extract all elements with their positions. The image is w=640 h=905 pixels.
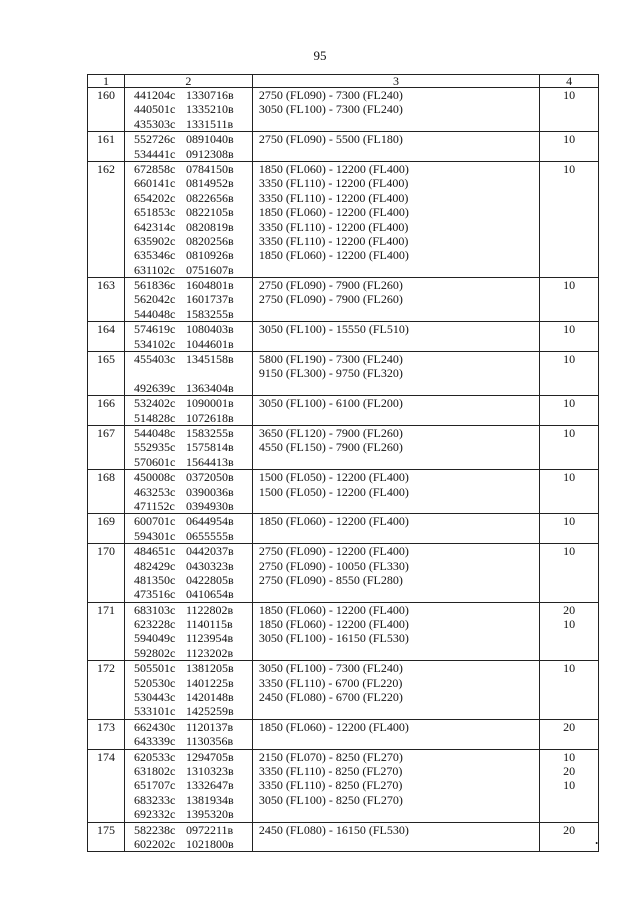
level-range: 3350 (FL110) - 6700 (FL220) xyxy=(258,675,403,690)
latitude: 683233с xyxy=(133,792,176,807)
latitude: 642314с xyxy=(133,219,176,234)
longitude: 1564413в xyxy=(185,454,234,469)
longitude: 1130356в xyxy=(185,734,234,749)
value-cell xyxy=(540,425,599,469)
value-cell xyxy=(540,396,599,426)
longitude: 1044601в xyxy=(185,336,234,351)
table-row xyxy=(88,322,599,352)
latitude: 552726с xyxy=(133,132,176,147)
coordinate-line xyxy=(128,88,249,102)
latitude: 635902с xyxy=(133,233,176,248)
row-number: 162 xyxy=(88,161,125,277)
row-number: 166 xyxy=(88,396,125,426)
longitude: 1420148в xyxy=(185,690,234,705)
longitude: 0644954в xyxy=(185,514,234,529)
table-row xyxy=(88,514,599,544)
latitude: 672858с xyxy=(133,161,176,176)
coordinate-line xyxy=(128,587,249,601)
coordinate-line xyxy=(128,778,249,792)
longitude: 0784150в xyxy=(185,161,234,176)
level-range: 2750 (FL090) - 7900 (FL260) xyxy=(258,278,403,293)
latitude: 692332с xyxy=(133,807,176,822)
longitude: 0751607в xyxy=(185,262,234,277)
levels-cell xyxy=(252,661,539,720)
coordinate-line xyxy=(128,292,249,306)
value: 10 xyxy=(563,322,576,337)
longitude: 1381934в xyxy=(185,792,234,807)
level-range: 1850 (FL060) - 12200 (FL400) xyxy=(258,602,409,617)
levels-cell xyxy=(252,396,539,426)
coordinate-line xyxy=(128,263,249,277)
table-row xyxy=(88,470,599,514)
latitude: 505501с xyxy=(133,661,176,676)
row-number: 170 xyxy=(88,544,125,603)
longitude: 0912308в xyxy=(185,146,234,161)
longitude: 1583255в xyxy=(185,425,234,440)
value: 10 xyxy=(563,425,576,440)
coordinate-line xyxy=(128,220,249,234)
latitude: 484651с xyxy=(133,544,176,559)
levels-cell xyxy=(252,719,539,749)
latitude: 561836с xyxy=(133,278,176,293)
coordinate-line xyxy=(128,661,249,675)
coordinate-line xyxy=(128,750,249,764)
latitude: 662430с xyxy=(133,719,176,734)
latitude: 600701с xyxy=(133,514,176,529)
longitude: 1575814в xyxy=(185,440,234,455)
table-row xyxy=(88,278,599,322)
level-range: 2750 (FL090) - 10050 (FL330) xyxy=(258,558,409,573)
coordinate-line xyxy=(128,352,249,366)
latitude: 562042с xyxy=(133,292,176,307)
longitude: 1401225в xyxy=(185,675,234,690)
longitude: 1123954в xyxy=(185,631,234,646)
value-cell xyxy=(540,88,599,132)
latitude: 441204с xyxy=(133,88,176,102)
longitude: 1425259в xyxy=(185,704,234,719)
longitude: 1120137в xyxy=(185,719,234,734)
coordinates-cell xyxy=(124,544,252,603)
longitude: 1601737в xyxy=(185,292,234,307)
longitude: 1330716в xyxy=(185,88,234,102)
coordinate-line xyxy=(128,704,249,718)
latitude: 530443с xyxy=(133,690,176,705)
longitude: 1080403в xyxy=(185,322,234,337)
longitude: 1123202в xyxy=(185,645,234,660)
coordinate-line xyxy=(128,307,249,321)
level-range: 3650 (FL120) - 7900 (FL260) xyxy=(258,425,403,440)
coordinates-cell xyxy=(124,322,252,352)
level-range: 3050 (FL100) - 15550 (FL510) xyxy=(258,322,409,337)
level-range: 3350 (FL110) - 12200 (FL400) xyxy=(258,190,409,205)
coordinate-line xyxy=(128,603,249,617)
level-range: 3350 (FL110) - 8250 (FL270) xyxy=(258,778,403,793)
row-number: 175 xyxy=(88,822,125,852)
coordinate-line xyxy=(128,617,249,631)
value: 10 xyxy=(563,88,576,102)
longitude: 0390036в xyxy=(185,484,234,499)
latitude: 440501с xyxy=(133,102,176,117)
value-cell xyxy=(540,661,599,720)
latitude: 594301с xyxy=(133,528,176,543)
level-range: 1850 (FL060) - 12200 (FL400) xyxy=(258,514,409,529)
latitude: 654202с xyxy=(133,190,176,205)
longitude: 1140115в xyxy=(185,617,233,632)
levels-cell xyxy=(252,425,539,469)
value-cell xyxy=(540,719,599,749)
value: 10 xyxy=(563,514,576,529)
row-number: 171 xyxy=(88,602,125,661)
coordinates-cell xyxy=(124,425,252,469)
table-row xyxy=(88,396,599,426)
coordinate-line xyxy=(128,147,249,161)
coordinate-line xyxy=(128,720,249,734)
coordinates-cell xyxy=(124,822,252,852)
value: 10 xyxy=(563,132,576,147)
level-range: 1850 (FL060) - 12200 (FL400) xyxy=(258,248,409,263)
coordinate-line xyxy=(128,734,249,748)
value-cell xyxy=(540,132,599,162)
level-range: 2750 (FL090) - 7300 (FL240) xyxy=(258,88,403,102)
coordinate-line xyxy=(128,514,249,528)
latitude: 651853с xyxy=(133,205,176,220)
value-cell xyxy=(540,161,599,277)
value: 10 xyxy=(563,396,576,411)
levels-cell xyxy=(252,514,539,544)
latitude: 534102с xyxy=(133,336,176,351)
row-number: 161 xyxy=(88,132,125,162)
level-range: 9150 (FL300) - 9750 (FL320) xyxy=(258,366,403,381)
value-cell xyxy=(540,352,599,396)
coordinate-line xyxy=(128,440,249,454)
levels-cell xyxy=(252,749,539,822)
latitude: 620533с xyxy=(133,749,176,764)
value: 20 xyxy=(563,763,576,778)
longitude: 0820819в xyxy=(185,219,234,234)
coordinates-cell xyxy=(124,602,252,661)
coordinate-line xyxy=(128,631,249,645)
levels-cell xyxy=(252,322,539,352)
coordinate-line xyxy=(128,544,249,558)
coordinate-line xyxy=(128,499,249,513)
coordinate-line xyxy=(128,162,249,176)
latitude: 651707с xyxy=(133,778,176,793)
longitude: 0822105в xyxy=(185,205,234,220)
table-row xyxy=(88,425,599,469)
longitude: 1332647в xyxy=(185,778,234,793)
level-range: 3050 (FL100) - 16150 (FL530) xyxy=(258,631,409,646)
value: 10 xyxy=(563,470,576,485)
coordinates-cell xyxy=(124,88,252,132)
coordinate-line xyxy=(128,426,249,440)
table-row xyxy=(88,822,599,852)
levels-cell xyxy=(252,352,539,396)
coordinate-line xyxy=(128,396,249,410)
levels-cell xyxy=(252,278,539,322)
value: 10 xyxy=(563,544,576,559)
table-row xyxy=(88,719,599,749)
coordinate-line xyxy=(128,823,249,837)
latitude: 455403с xyxy=(133,352,176,367)
longitude: 0972211в xyxy=(185,822,234,837)
level-range: 1850 (FL060) - 12200 (FL400) xyxy=(258,161,409,176)
row-number: 164 xyxy=(88,322,125,352)
longitude: 1021800в xyxy=(185,836,234,851)
coordinate-line xyxy=(128,366,249,380)
latitude: 514828с xyxy=(133,410,176,425)
longitude: 0410654в xyxy=(185,587,234,602)
table-row xyxy=(88,661,599,720)
longitude: 1331511в xyxy=(185,116,234,131)
coordinates-cell xyxy=(124,132,252,162)
longitude: 0394930в xyxy=(185,498,234,513)
coordinate-line xyxy=(128,248,249,262)
levels-cell xyxy=(252,132,539,162)
value: 10 xyxy=(563,352,576,367)
coordinate-line xyxy=(128,381,249,395)
table-row xyxy=(88,352,599,396)
latitude: 473516с xyxy=(133,587,176,602)
value: 10 xyxy=(563,617,576,632)
longitude: 1604801в xyxy=(185,278,234,293)
coordinate-line xyxy=(128,455,249,469)
longitude: 0430323в xyxy=(185,558,234,573)
value: 20 xyxy=(563,719,576,734)
level-range: 4550 (FL150) - 7900 (FL260) xyxy=(258,440,403,455)
longitude: 0822656в xyxy=(185,190,234,205)
coordinate-line xyxy=(128,807,249,821)
latitude: 602202с xyxy=(133,836,176,851)
coordinate-line xyxy=(128,764,249,778)
latitude: 594049с xyxy=(133,631,176,646)
latitude: 592802с xyxy=(133,645,176,660)
level-range: 2750 (FL090) - 7900 (FL260) xyxy=(258,292,403,307)
longitude: 1090001в xyxy=(185,396,234,411)
level-range: 3350 (FL110) - 12200 (FL400) xyxy=(258,176,409,191)
coordinates-cell xyxy=(124,749,252,822)
coordinates-cell xyxy=(124,352,252,396)
coordinate-line xyxy=(128,837,249,851)
coordinate-line xyxy=(128,793,249,807)
level-range: 1850 (FL060) - 12200 (FL400) xyxy=(258,205,409,220)
level-range: 3350 (FL110) - 8250 (FL270) xyxy=(258,763,403,778)
latitude: 635346с xyxy=(133,248,176,263)
longitude: 1122802в xyxy=(185,602,234,617)
longitude: 0891040в xyxy=(185,132,234,147)
value: 10 xyxy=(563,749,576,764)
value-cell xyxy=(540,602,599,661)
coordinates-cell xyxy=(124,719,252,749)
longitude: 0814952в xyxy=(185,176,234,191)
coordinate-line xyxy=(128,337,249,351)
coordinate-line xyxy=(128,559,249,573)
value-cell xyxy=(540,514,599,544)
coordinate-line xyxy=(128,646,249,660)
level-range: 3050 (FL100) - 8250 (FL270) xyxy=(258,792,403,807)
longitude: 0422805в xyxy=(185,572,234,587)
level-range: 1500 (FL050) - 12200 (FL400) xyxy=(258,484,409,499)
coordinates-cell xyxy=(124,161,252,277)
value: 20 xyxy=(563,602,576,617)
longitude: 1294705в xyxy=(185,749,234,764)
level-range: 3050 (FL100) - 7300 (FL240) xyxy=(258,661,403,676)
level-range: 2150 (FL070) - 8250 (FL270) xyxy=(258,749,403,764)
level-range: 2750 (FL090) - 5500 (FL180) xyxy=(258,132,403,147)
latitude: 631802с xyxy=(133,763,176,778)
level-range: 3050 (FL100) - 7300 (FL240) xyxy=(258,102,403,117)
row-number: 169 xyxy=(88,514,125,544)
column-header-3: 3 xyxy=(252,75,539,88)
table-body xyxy=(88,88,599,852)
level-range: 3350 (FL110) - 12200 (FL400) xyxy=(258,233,409,248)
value-cell xyxy=(540,278,599,322)
latitude: 532402с xyxy=(133,396,176,411)
table-row xyxy=(88,161,599,277)
longitude: 1381205в xyxy=(185,661,234,676)
longitude: 0655555в xyxy=(185,528,234,543)
latitude: 492639с xyxy=(133,380,176,395)
coordinate-line xyxy=(128,411,249,425)
longitude: 0442037в xyxy=(185,544,234,559)
coordinate-line xyxy=(128,102,249,116)
level-range: 2450 (FL080) - 6700 (FL220) xyxy=(258,690,403,705)
value-cell xyxy=(540,544,599,603)
latitude: 471152с xyxy=(133,498,175,513)
table-row xyxy=(88,132,599,162)
continuation-mark: • xyxy=(595,838,598,848)
level-range: 1850 (FL060) - 12200 (FL400) xyxy=(258,617,409,632)
column-header-1: 1 xyxy=(88,75,125,88)
row-number: 167 xyxy=(88,425,125,469)
value: 10 xyxy=(563,161,576,176)
longitude: 1345158в xyxy=(185,352,234,367)
levels-cell xyxy=(252,544,539,603)
table-row xyxy=(88,749,599,822)
latitude: 463253с xyxy=(133,484,176,499)
latitude: 482429с xyxy=(133,558,176,573)
coordinate-line xyxy=(128,485,249,499)
latitude: 534441с xyxy=(133,146,176,161)
page-number: 95 xyxy=(313,48,327,63)
table-row xyxy=(88,88,599,132)
row-number: 160 xyxy=(88,88,125,132)
latitude: 660141с xyxy=(133,176,176,191)
row-number: 172 xyxy=(88,661,125,720)
latitude: 623228с xyxy=(133,617,176,632)
coordinates-cell xyxy=(124,278,252,322)
levels-cell xyxy=(252,822,539,852)
coordinates-cell xyxy=(124,396,252,426)
table-header-row xyxy=(88,75,599,88)
latitude: 544048с xyxy=(133,306,176,321)
row-number: 174 xyxy=(88,749,125,822)
levels-cell xyxy=(252,602,539,661)
level-range: 2750 (FL090) - 8550 (FL280) xyxy=(258,572,403,587)
value-cell xyxy=(540,322,599,352)
row-number: 168 xyxy=(88,470,125,514)
coordinate-line xyxy=(128,191,249,205)
level-range: 5800 (FL190) - 7300 (FL240) xyxy=(258,352,403,367)
latitude: 481350с xyxy=(133,572,176,587)
latitude: 435303с xyxy=(133,116,176,131)
levels-cell xyxy=(252,88,539,132)
row-number: 165 xyxy=(88,352,125,396)
coordinate-line xyxy=(128,205,249,219)
coordinate-line xyxy=(128,529,249,543)
longitude: 1583255в xyxy=(185,306,234,321)
levels-cell xyxy=(252,470,539,514)
value: 10 xyxy=(563,278,576,293)
airspace-table xyxy=(87,74,599,852)
longitude: 1363404в xyxy=(185,380,234,395)
level-range: 3350 (FL110) - 12200 (FL400) xyxy=(258,219,409,234)
coordinate-line xyxy=(128,676,249,690)
level-range: 2450 (FL080) - 16150 (FL530) xyxy=(258,822,409,837)
table-row xyxy=(88,544,599,603)
longitude: 1072618в xyxy=(185,410,234,425)
latitude: 450008с xyxy=(133,470,176,485)
latitude: 683103с xyxy=(133,602,176,617)
row-number: 173 xyxy=(88,719,125,749)
column-header-4: 4 xyxy=(540,75,599,88)
coordinate-line xyxy=(128,278,249,292)
levels-cell xyxy=(252,161,539,277)
latitude: 570601с xyxy=(133,454,176,469)
value: 10 xyxy=(563,778,576,793)
latitude: 533101с xyxy=(133,704,176,719)
level-range: 3050 (FL100) - 6100 (FL200) xyxy=(258,396,403,411)
level-range: 2750 (FL090) - 12200 (FL400) xyxy=(258,544,409,559)
coordinate-line xyxy=(128,573,249,587)
coordinate-line xyxy=(128,470,249,484)
value: 20 xyxy=(563,822,576,837)
value: 10 xyxy=(563,661,576,676)
coordinates-cell xyxy=(124,661,252,720)
longitude: 0820256в xyxy=(185,233,234,248)
longitude: 1335210в xyxy=(185,102,234,117)
value-cell xyxy=(540,749,599,822)
coordinate-line xyxy=(128,690,249,704)
longitude: 0810926в xyxy=(185,248,234,263)
coordinates-cell xyxy=(124,514,252,544)
row-number: 163 xyxy=(88,278,125,322)
coordinates-cell xyxy=(124,470,252,514)
value-cell xyxy=(540,470,599,514)
coordinate-line xyxy=(128,234,249,248)
latitude: 574619с xyxy=(133,322,176,337)
coordinate-line xyxy=(128,132,249,146)
longitude: 0372050в xyxy=(185,470,234,485)
latitude: 643339с xyxy=(133,734,176,749)
column-header-2: 2 xyxy=(124,75,252,88)
longitude: 1310323в xyxy=(185,763,234,778)
level-range: 1850 (FL060) - 12200 (FL400) xyxy=(258,719,409,734)
latitude: 520530с xyxy=(133,675,176,690)
table-row xyxy=(88,602,599,661)
coordinate-line xyxy=(128,322,249,336)
coordinate-line xyxy=(128,117,249,131)
latitude: 544048с xyxy=(133,425,176,440)
longitude: 1395320в xyxy=(185,807,234,822)
latitude: 552935с xyxy=(133,440,176,455)
level-range: 1500 (FL050) - 12200 (FL400) xyxy=(258,470,409,485)
value-cell xyxy=(540,822,599,852)
latitude: 582238с xyxy=(133,822,176,837)
coordinate-line xyxy=(128,176,249,190)
latitude: 631102с xyxy=(133,262,175,277)
